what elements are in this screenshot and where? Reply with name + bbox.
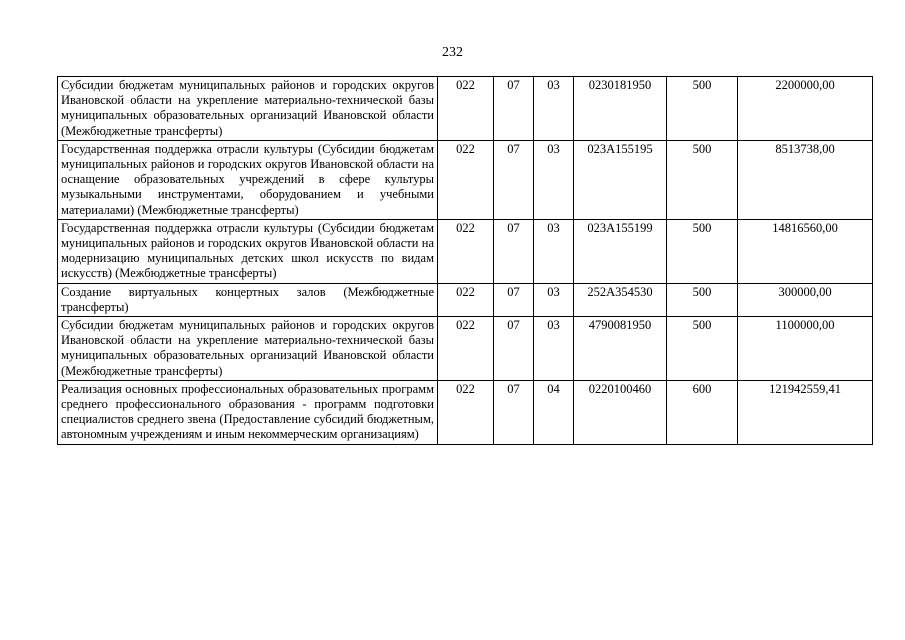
- table-row: [58, 219, 873, 283]
- row-description: Создание виртуальных концертных залов (Межбюджетные трансферты): [58, 283, 438, 316]
- row-grbs-code: 022: [438, 219, 494, 283]
- row-section-code: 07: [494, 380, 534, 444]
- row-section-code: 07: [494, 77, 534, 141]
- budget-table-body: [58, 77, 873, 445]
- row-amount: 1100000,00: [738, 317, 873, 381]
- row-amount: 121942559,41: [738, 380, 873, 444]
- row-target-article-code: 0230181950: [574, 77, 667, 141]
- table-row: [58, 283, 873, 316]
- row-subsection-code: 03: [534, 140, 574, 219]
- row-description: Субсидии бюджетам муниципальных районов и городских округов Ивановской области на укрепление материально-технической базы муниципальных образовательных организаций Ивановской области (Межбюджетные трансферты): [58, 317, 438, 381]
- row-grbs-code: 022: [438, 140, 494, 219]
- table-row: [58, 77, 873, 141]
- row-subsection-code: 03: [534, 77, 574, 141]
- row-description: Государственная поддержка отрасли культуры (Субсидии бюджетам муниципальных районов и городских округов Ивановской области на оснащение образовательных учреждений в сфере культуры музыкальными инструментами, оборудованием и учебными материалами) (Межбюджетные трансферты): [58, 140, 438, 219]
- page-number: 232: [442, 45, 463, 60]
- row-description: Реализация основных профессиональных образовательных программ среднего профессионального образования - программ подготовки специалистов среднего звена (Предоставление субсидий бюджетным, автономным учреждениям и иным некоммерческим организациям): [58, 380, 438, 444]
- row-target-article-code: 4790081950: [574, 317, 667, 381]
- row-section-code: 07: [494, 140, 534, 219]
- row-amount: 2200000,00: [738, 77, 873, 141]
- row-amount: 14816560,00: [738, 219, 873, 283]
- row-subsection-code: 03: [534, 219, 574, 283]
- row-grbs-code: 022: [438, 77, 494, 141]
- row-grbs-code: 022: [438, 317, 494, 381]
- row-amount: 8513738,00: [738, 140, 873, 219]
- row-section-code: 07: [494, 317, 534, 381]
- row-expense-type-code: 500: [667, 317, 738, 381]
- row-expense-type-code: 500: [667, 219, 738, 283]
- table-row: [58, 317, 873, 381]
- table-row: [58, 380, 873, 444]
- row-target-article-code: 023A155195: [574, 140, 667, 219]
- row-expense-type-code: 500: [667, 77, 738, 141]
- row-description: Субсидии бюджетам муниципальных районов и городских округов Ивановской области на укрепление материально-технической базы муниципальных образовательных организаций Ивановской области (Межбюджетные трансферты): [58, 77, 438, 141]
- row-expense-type-code: 600: [667, 380, 738, 444]
- row-amount: 300000,00: [738, 283, 873, 316]
- row-target-article-code: 0220100460: [574, 380, 667, 444]
- row-grbs-code: 022: [438, 380, 494, 444]
- row-expense-type-code: 500: [667, 140, 738, 219]
- row-section-code: 07: [494, 283, 534, 316]
- row-description: Государственная поддержка отрасли культуры (Субсидии бюджетам муниципальных районов и городских округов Ивановской области на модернизацию муниципальных детских школ искусств по видам искусств) (Межбюджетные трансферты): [58, 219, 438, 283]
- table-row: [58, 140, 873, 219]
- row-grbs-code: 022: [438, 283, 494, 316]
- row-expense-type-code: 500: [667, 283, 738, 316]
- row-subsection-code: 04: [534, 380, 574, 444]
- row-target-article-code: 023A155199: [574, 219, 667, 283]
- row-target-article-code: 252A354530: [574, 283, 667, 316]
- budget-table: [57, 76, 873, 445]
- row-subsection-code: 03: [534, 283, 574, 316]
- row-subsection-code: 03: [534, 317, 574, 381]
- row-section-code: 07: [494, 219, 534, 283]
